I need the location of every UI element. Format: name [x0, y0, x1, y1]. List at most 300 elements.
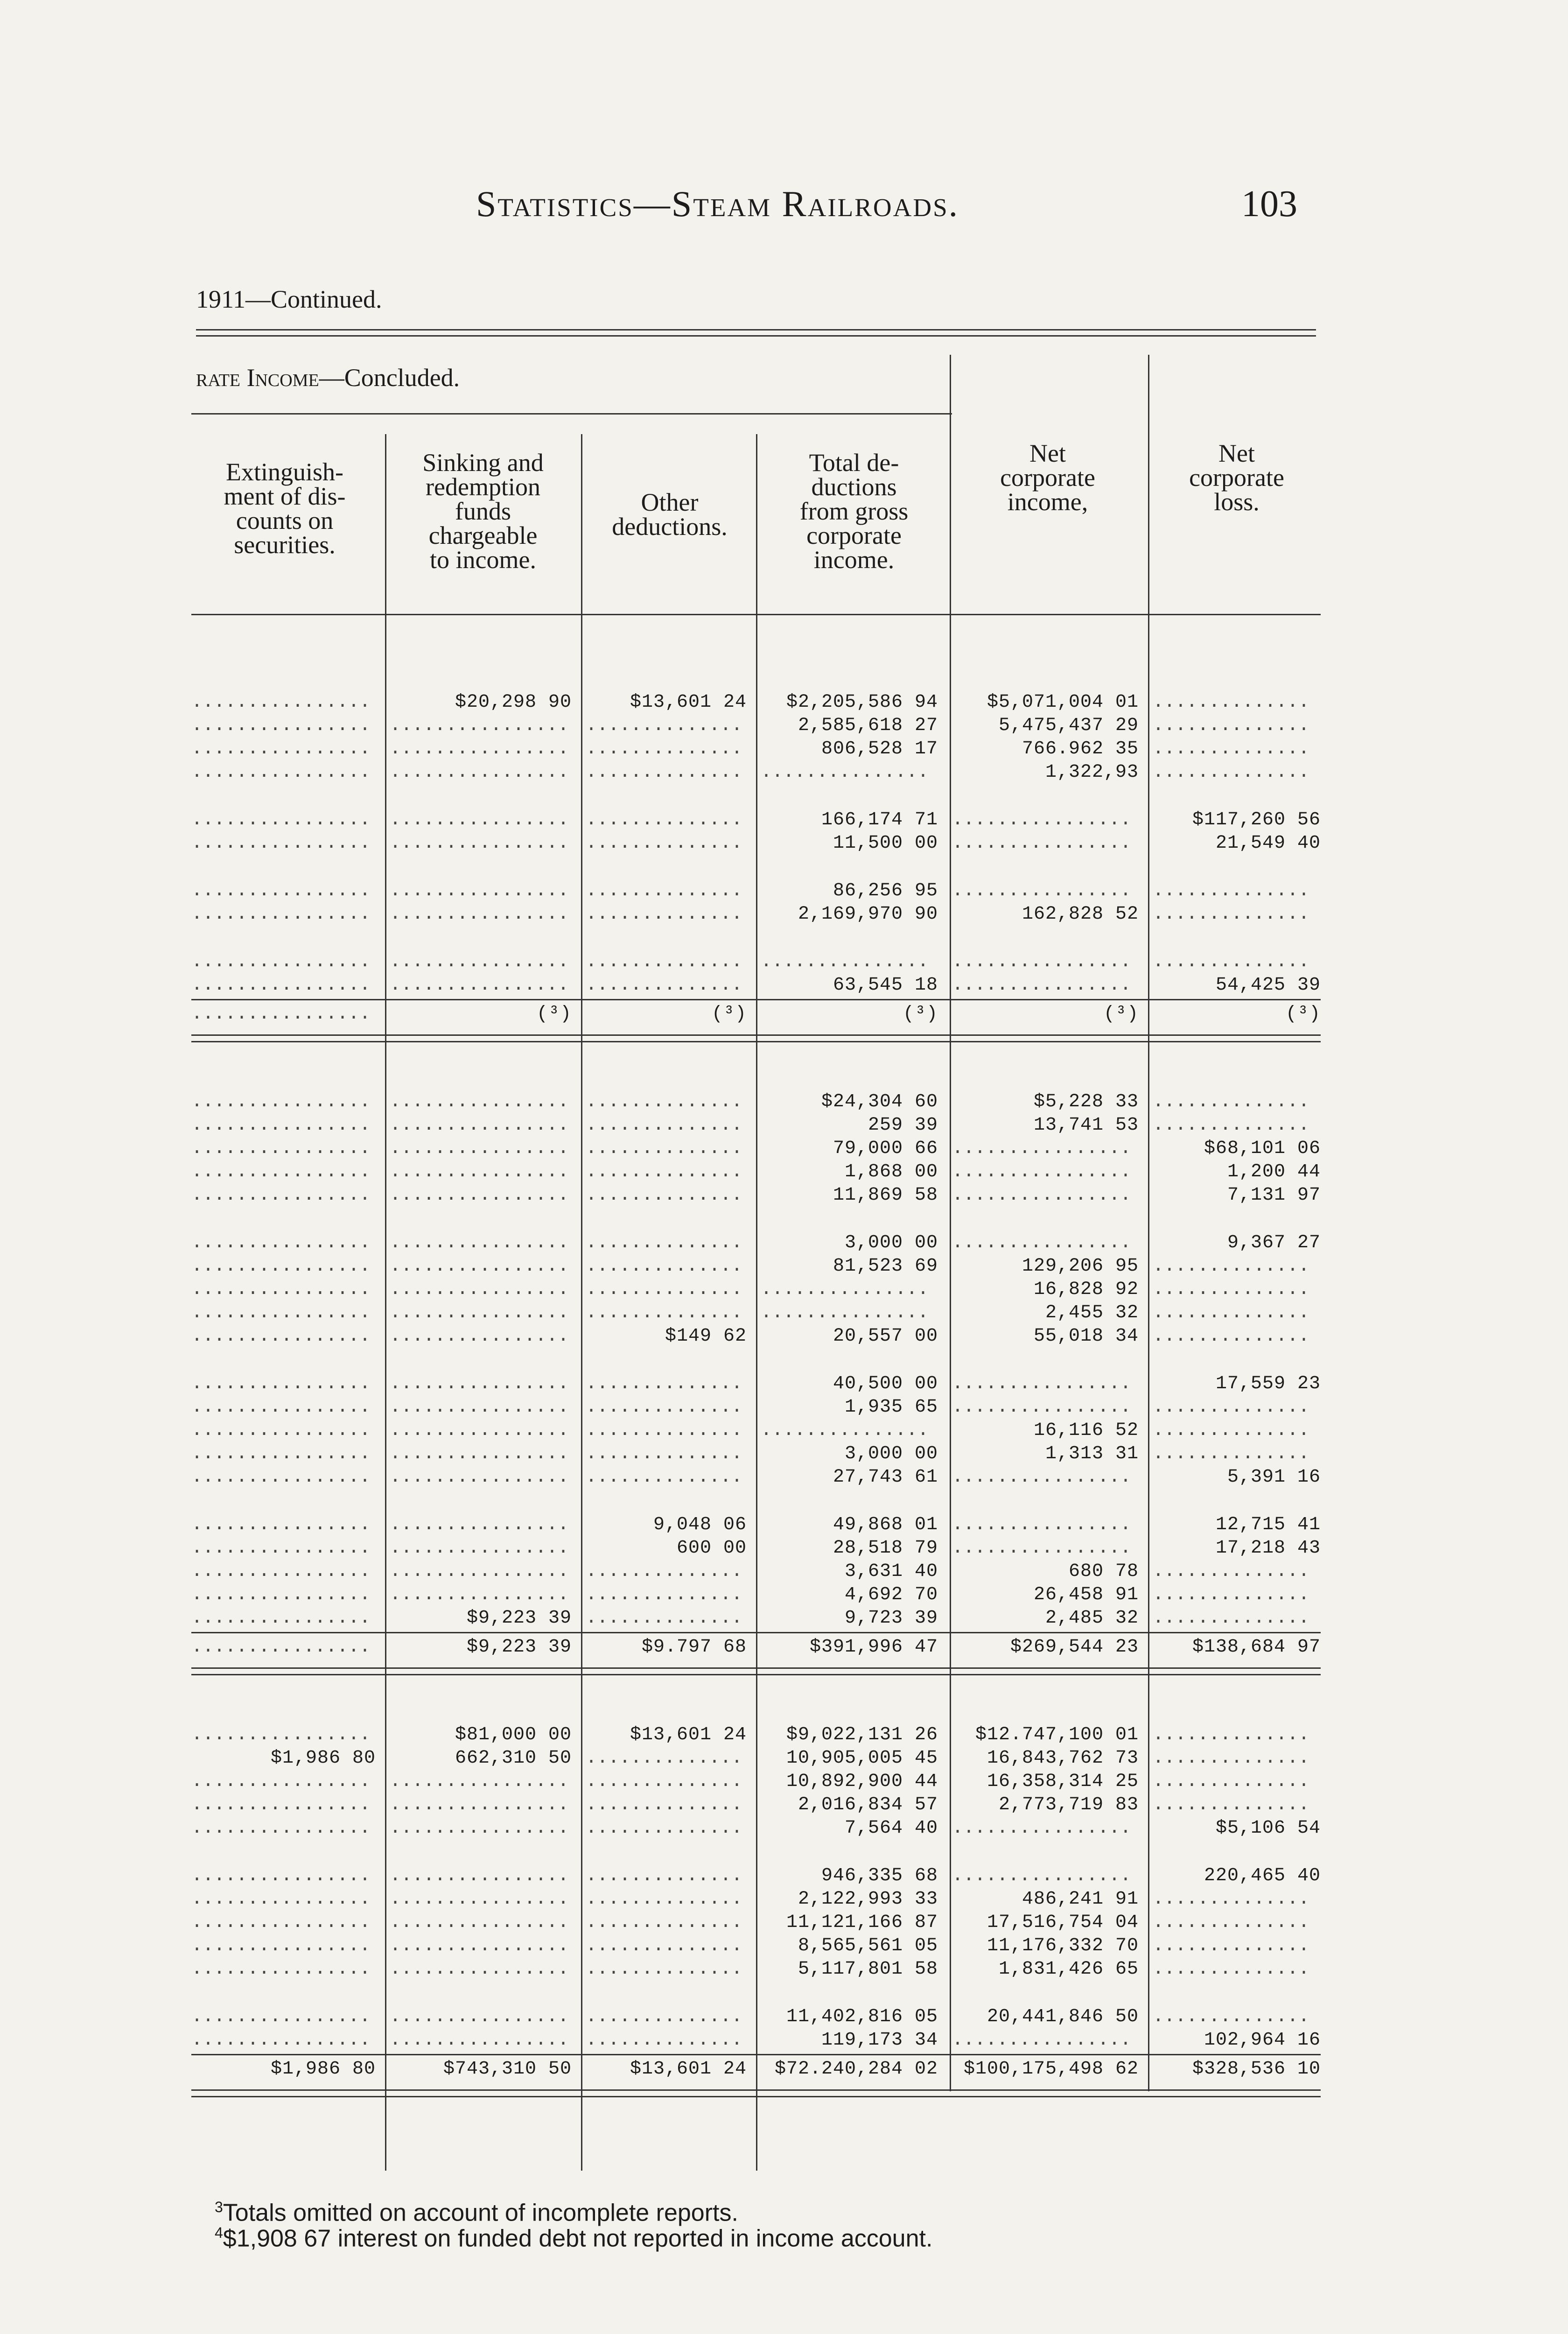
table-cell: $117,260 56 — [1192, 809, 1321, 830]
leader-dots: ................ — [390, 715, 569, 736]
leader-dots: ................ — [390, 1794, 569, 1815]
leader-dots: .............. — [1153, 1279, 1310, 1300]
table-cell: 20,441,846 50 — [987, 2006, 1139, 2027]
leader-dots: .............. — [1153, 1608, 1310, 1629]
leader-dots: .............. — [1153, 692, 1310, 713]
leader-dots: ................ — [191, 1794, 371, 1815]
leader-dots: ................ — [952, 1467, 1132, 1488]
leader-dots: ................ — [390, 1161, 569, 1182]
leader-dots: .............. — [586, 2030, 743, 2051]
table-cell: 119,173 34 — [821, 2030, 938, 2051]
leader-dots: ................ — [191, 1818, 371, 1839]
table-row — [0, 1583, 1568, 1607]
table-cell: 1,200 44 — [1227, 1161, 1321, 1182]
leader-dots: ................ — [191, 809, 371, 830]
leader-dots: ................ — [952, 1397, 1132, 1418]
table-cell: 54,425 39 — [1215, 975, 1321, 996]
leader-dots: ................ — [191, 1161, 371, 1182]
leader-dots: .............. — [586, 1865, 743, 1886]
leader-dots: ................ — [390, 1538, 569, 1559]
leader-dots: ................ — [952, 809, 1132, 830]
table-row — [0, 1372, 1568, 1396]
table-row — [0, 1723, 1568, 1747]
table-cell: 946,335 68 — [821, 1865, 938, 1886]
table-cell: 4,692 70 — [844, 1584, 938, 1605]
group-double-rule-top — [191, 2089, 1321, 2091]
table-cell: 9,367 27 — [1227, 1232, 1321, 1253]
leader-dots: ................ — [952, 880, 1132, 901]
table-cell: 5,475,437 29 — [998, 715, 1139, 736]
leader-dots: ............... — [761, 762, 929, 783]
table-row — [0, 714, 1568, 738]
table-row — [0, 903, 1568, 926]
leader-dots: ................ — [952, 975, 1132, 996]
table-cell: $5,106 54 — [1215, 1818, 1321, 1839]
table-cell: 5,391 16 — [1227, 1467, 1321, 1488]
leader-dots: ................ — [191, 1889, 371, 1910]
leader-dots: .............. — [1153, 1748, 1310, 1769]
table-cell: 63,545 18 — [833, 975, 938, 996]
table-cell: $9,022,131 26 — [786, 1724, 938, 1745]
leader-dots: .............. — [1153, 880, 1310, 901]
table-row — [0, 808, 1568, 832]
leader-dots: .............. — [586, 1397, 743, 1418]
leader-dots: .............. — [586, 1279, 743, 1300]
leader-dots: ................ — [390, 2006, 569, 2027]
table-cell: $24,304 60 — [821, 1091, 938, 1112]
leader-dots: ................ — [952, 2030, 1132, 2051]
leader-dots: .............. — [1153, 1771, 1310, 1792]
leader-dots: ................ — [191, 1935, 371, 1956]
leader-dots: .............. — [1153, 762, 1310, 783]
table-cell: 28,518 79 — [833, 1538, 938, 1559]
leader-dots: .............. — [1153, 715, 1310, 736]
table-row — [0, 1934, 1568, 1958]
leader-dots: ................ — [390, 762, 569, 783]
column-header-c3: Total de- ductions from gross corporate income. — [799, 449, 909, 574]
leader-dots: ................ — [191, 762, 371, 783]
leader-dots: ................ — [191, 1232, 371, 1253]
column-header-c5: Net corporate loss. — [1189, 439, 1284, 516]
group-double-rule-top — [191, 1667, 1321, 1669]
table-cell: 81,523 69 — [833, 1256, 938, 1277]
total-cell: $100,175,498 62 — [963, 2059, 1139, 2080]
table-cell: 2,585,618 27 — [798, 715, 938, 736]
table-cell: 7,564 40 — [844, 1818, 938, 1839]
table-row — [0, 1184, 1568, 1207]
leader-dots: .............. — [586, 904, 743, 925]
leader-dots: .............. — [1153, 1889, 1310, 1910]
table-cell: 17,516,754 04 — [987, 1912, 1139, 1933]
leader-dots: .............. — [586, 1794, 743, 1815]
leader-dots: .............. — [586, 880, 743, 901]
leader-dots: ................ — [191, 1561, 371, 1582]
leader-dots: .............. — [1153, 1561, 1310, 1582]
table-row — [0, 1560, 1568, 1583]
leader-dots: .............. — [1153, 1912, 1310, 1933]
table-cell: 2,455 32 — [1045, 1302, 1139, 1323]
table-row — [0, 2005, 1568, 2029]
leader-dots: ................ — [390, 2030, 569, 2051]
leader-dots: ................ — [390, 1279, 569, 1300]
table-cell: 600 00 — [676, 1538, 747, 1559]
table-cell: 662,310 50 — [455, 1748, 572, 1769]
leader-dots: ................ — [191, 2030, 371, 2051]
table-row — [0, 1090, 1568, 1114]
table-row — [0, 1793, 1568, 1817]
column-header-c0: Extinguish- ment of dis- counts on securities. — [224, 458, 346, 559]
table-row — [0, 879, 1568, 903]
total-cell: $328,536 10 — [1192, 2059, 1321, 2080]
table-cell: 8,565,561 05 — [798, 1935, 938, 1956]
table-cell: $1,986 80 — [270, 1748, 376, 1769]
column-header-c1: Sinking and redemption funds chargeable to income. — [422, 449, 544, 574]
leader-dots: ................ — [191, 692, 371, 713]
total-cell: (³) — [903, 1004, 938, 1025]
total-row — [0, 1636, 1568, 1659]
table-cell: 5,117,801 58 — [798, 1959, 938, 1980]
leader-dots: .............. — [586, 715, 743, 736]
total-cell: (³) — [1285, 1004, 1321, 1025]
table-cell: 2,485 32 — [1045, 1608, 1139, 1629]
leader-dots: ................ — [390, 738, 569, 759]
footnote-2 — [215, 2224, 932, 2252]
leader-dots: .............. — [586, 833, 743, 854]
footnote-2-text: $1,908 67 interest on funded debt not reported in income account. — [223, 2225, 933, 2252]
leader-dots: .............. — [586, 1467, 743, 1488]
table-cell: 17,218 43 — [1215, 1538, 1321, 1559]
leader-dots: ................ — [390, 809, 569, 830]
leader-dots: ................ — [191, 880, 371, 901]
double-rule-top — [196, 329, 1316, 330]
leader-dots: .............. — [1153, 1091, 1310, 1112]
table-cell: 10,892,900 44 — [786, 1771, 938, 1792]
leader-dots: ................ — [952, 1818, 1132, 1839]
table-cell: 11,869 58 — [833, 1185, 938, 1206]
leader-dots: ................ — [191, 1538, 371, 1559]
leader-dots: .............. — [1153, 1302, 1310, 1323]
column-header-c4: Net corporate income, — [1000, 439, 1095, 516]
leader-dots: .............. — [586, 1185, 743, 1206]
group-double-rule-top — [191, 1034, 1321, 1036]
footnote-2-mark: 4 — [215, 2224, 223, 2241]
table-cell: $13,601 24 — [630, 1724, 747, 1745]
total-cell: $9.797 68 — [641, 1637, 747, 1658]
table-row — [0, 1160, 1568, 1184]
table-cell: 16,828 92 — [1033, 1279, 1139, 1300]
leader-dots: ................ — [191, 1397, 371, 1418]
leader-dots: ................ — [191, 1637, 371, 1658]
total-cell: $13,601 24 — [630, 2059, 747, 2080]
leader-dots: ................ — [191, 1279, 371, 1300]
leader-dots: ................ — [390, 951, 569, 972]
table-cell: $20,298 90 — [455, 692, 572, 713]
table-cell: 102,964 16 — [1204, 2030, 1321, 2051]
table-cell: 11,500 00 — [833, 833, 938, 854]
leader-dots: ................ — [390, 1889, 569, 1910]
leader-dots: ................ — [390, 1091, 569, 1112]
leader-dots: ................ — [390, 1935, 569, 1956]
table-cell: 3,000 00 — [844, 1232, 938, 1253]
table-row — [0, 1137, 1568, 1160]
leader-dots: ................ — [390, 1232, 569, 1253]
table-cell: $149 62 — [665, 1326, 747, 1347]
leader-dots: .............. — [1153, 1724, 1310, 1745]
leader-dots: ................ — [390, 1771, 569, 1792]
table-cell: 13,741 53 — [1033, 1115, 1139, 1136]
table-cell: 27,743 61 — [833, 1467, 938, 1488]
leader-dots: .............. — [586, 1771, 743, 1792]
table-row — [0, 1419, 1568, 1442]
leader-dots: ................ — [191, 1420, 371, 1441]
table-cell: 12,715 41 — [1215, 1514, 1321, 1535]
leader-dots: ................ — [191, 833, 371, 854]
leader-dots: ................ — [390, 1561, 569, 1582]
total-row — [0, 2058, 1568, 2081]
table-cell: $5,071,004 01 — [987, 692, 1139, 713]
leader-dots: ............... — [761, 1279, 929, 1300]
total-row — [0, 1003, 1568, 1026]
total-cell: $1,986 80 — [270, 2059, 376, 2080]
table-cell: 220,465 40 — [1204, 1865, 1321, 1886]
leader-dots: ................ — [390, 1865, 569, 1886]
table-row — [0, 1396, 1568, 1419]
table-cell: 3,000 00 — [844, 1443, 938, 1464]
leader-dots: .............. — [586, 762, 743, 783]
leader-dots: ................ — [390, 1373, 569, 1394]
leader-dots: .............. — [1153, 1256, 1310, 1277]
table-cell: 806,528 17 — [821, 738, 938, 759]
leader-dots: .............. — [1153, 904, 1310, 925]
table-cell: 680 78 — [1068, 1561, 1139, 1582]
table-cell: 11,402,816 05 — [786, 2006, 938, 2027]
footnote-1-text: Totals omitted on account of incomplete reports. — [223, 2199, 738, 2227]
table-cell: 2,773,719 83 — [998, 1794, 1139, 1815]
table-cell: $5,228 33 — [1033, 1091, 1139, 1112]
leader-dots: ................ — [390, 1443, 569, 1464]
total-cell: $138,684 97 — [1192, 1637, 1321, 1658]
leader-dots: ................ — [191, 1091, 371, 1112]
total-cell: (³) — [711, 1004, 747, 1025]
section-heading — [196, 363, 460, 392]
leader-dots: ................ — [390, 1138, 569, 1159]
leader-dots: ................ — [191, 1326, 371, 1347]
subtotal-rule — [191, 999, 1321, 1000]
leader-dots: ................ — [191, 1443, 371, 1464]
table-cell: 86,256 95 — [833, 880, 938, 901]
section-heading-smallcaps: rate Income — [196, 364, 319, 392]
table-cell: 11,121,166 87 — [786, 1912, 938, 1933]
page-number: 103 — [1241, 183, 1297, 225]
table-cell: 40,500 00 — [833, 1373, 938, 1394]
leader-dots: .............. — [586, 1232, 743, 1253]
table-cell: 259 39 — [868, 1115, 938, 1136]
table-row — [0, 1466, 1568, 1489]
leader-dots: .............. — [1153, 1115, 1310, 1136]
subtotal-rule — [191, 1632, 1321, 1633]
leader-dots: ................ — [952, 1185, 1132, 1206]
leader-dots: .............. — [586, 1959, 743, 1980]
leader-dots: .............. — [586, 2006, 743, 2027]
table-row — [0, 1864, 1568, 1888]
leader-dots: .............. — [1153, 1397, 1310, 1418]
group-double-rule-bottom — [191, 1674, 1321, 1675]
leader-dots: ............... — [761, 1302, 929, 1323]
leader-dots: ................ — [952, 1232, 1132, 1253]
table-cell: $68,101 06 — [1204, 1138, 1321, 1159]
table-row — [0, 1513, 1568, 1537]
leader-dots: ................ — [191, 1467, 371, 1488]
leader-dots: ................ — [390, 1397, 569, 1418]
table-cell: 9,723 39 — [844, 1608, 938, 1629]
leader-dots: ............... — [761, 951, 929, 972]
leader-dots: ................ — [191, 1584, 371, 1605]
double-rule-bottom — [196, 335, 1316, 337]
leader-dots: ................ — [191, 1185, 371, 1206]
leader-dots: ................ — [191, 1912, 371, 1933]
table-row — [0, 1770, 1568, 1793]
leader-dots: .............. — [1153, 1935, 1310, 1956]
leader-dots: ................ — [952, 833, 1132, 854]
leader-dots: ................ — [952, 1138, 1132, 1159]
table-cell: 7,131 97 — [1227, 1185, 1321, 1206]
leader-dots: ................ — [390, 1115, 569, 1136]
table-cell: 1,313 31 — [1045, 1443, 1139, 1464]
leader-dots: ................ — [952, 951, 1132, 972]
leader-dots: .............. — [1153, 1326, 1310, 1347]
table-cell: 16,116 52 — [1033, 1420, 1139, 1441]
subtotal-rule — [191, 2054, 1321, 2055]
table-subtitle: 1911—Continued. — [196, 285, 382, 313]
leader-dots: ................ — [390, 1256, 569, 1277]
leader-dots: ................ — [191, 1724, 371, 1745]
leader-dots: ................ — [952, 1514, 1132, 1535]
table-cell: 17,559 23 — [1215, 1373, 1321, 1394]
table-cell: $9,223 39 — [466, 1608, 572, 1629]
table-cell: 129,206 95 — [1022, 1256, 1139, 1277]
leader-dots: .............. — [586, 1584, 743, 1605]
section-heading-rest: —Concluded. — [319, 364, 460, 392]
table-row — [0, 832, 1568, 855]
table-cell: 3,631 40 — [844, 1561, 938, 1582]
leader-dots: .............. — [586, 951, 743, 972]
table-row — [0, 761, 1568, 784]
leader-dots: .............. — [1153, 738, 1310, 759]
leader-dots: .............. — [586, 1115, 743, 1136]
table-cell: 766.962 35 — [1022, 738, 1139, 759]
leader-dots: .............. — [586, 1818, 743, 1839]
total-cell: (³) — [536, 1004, 572, 1025]
leader-dots: ................ — [191, 1608, 371, 1629]
table-row — [0, 1607, 1568, 1630]
leader-dots: .............. — [586, 1161, 743, 1182]
table-cell: 55,018 34 — [1033, 1326, 1139, 1347]
table-row — [0, 974, 1568, 997]
leader-dots: .............. — [586, 809, 743, 830]
leader-dots: .............. — [586, 1935, 743, 1956]
table-row — [0, 1888, 1568, 1911]
leader-dots: ................ — [191, 1959, 371, 1980]
table-row — [0, 1537, 1568, 1560]
table-row — [0, 1114, 1568, 1137]
leader-dots: .............. — [586, 1748, 743, 1769]
table-cell: 486,241 91 — [1022, 1889, 1139, 1910]
table-cell: 2,016,834 57 — [798, 1794, 938, 1815]
leader-dots: ................ — [191, 1514, 371, 1535]
total-cell: $743,310 50 — [443, 2059, 572, 2080]
table-cell: 162,828 52 — [1022, 904, 1139, 925]
leader-dots: .............. — [586, 1443, 743, 1464]
table-cell: 1,322,93 — [1045, 762, 1139, 783]
table-row — [0, 950, 1568, 974]
total-cell: $72.240,284 02 — [774, 2059, 938, 2080]
table-cell: 11,176,332 70 — [987, 1935, 1139, 1956]
leader-dots: .............. — [1153, 1420, 1310, 1441]
leader-dots: .............. — [586, 1256, 743, 1277]
table-cell: 49,868 01 — [833, 1514, 938, 1535]
leader-dots: ................ — [390, 1185, 569, 1206]
leader-dots: ................ — [390, 904, 569, 925]
leader-dots: .............. — [586, 1138, 743, 1159]
table-cell: 21,549 40 — [1215, 833, 1321, 854]
table-cell: 2,122,993 33 — [798, 1889, 938, 1910]
footnote-1-mark: 3 — [215, 2199, 223, 2215]
leader-dots: ................ — [952, 1538, 1132, 1559]
section-underline — [191, 413, 952, 415]
leader-dots: .............. — [1153, 1584, 1310, 1605]
table-cell: 2,169,970 90 — [798, 904, 938, 925]
table-row — [0, 2029, 1568, 2052]
leader-dots: .............. — [1153, 1959, 1310, 1980]
leader-dots: .............. — [586, 1561, 743, 1582]
table-cell: $81,000 00 — [455, 1724, 572, 1745]
leader-dots: ................ — [390, 833, 569, 854]
table-row — [0, 1958, 1568, 1981]
leader-dots: ................ — [191, 1256, 371, 1277]
group-double-rule-bottom — [191, 2096, 1321, 2097]
leader-dots: ................ — [390, 1912, 569, 1933]
table-row — [0, 1231, 1568, 1255]
table-cell: 1,868 00 — [844, 1161, 938, 1182]
table-cell: 26,458 91 — [1033, 1584, 1139, 1605]
leader-dots: ................ — [390, 1302, 569, 1323]
leader-dots: ................ — [191, 1004, 371, 1025]
table-row — [0, 1325, 1568, 1348]
table-cell: $2,205,586 94 — [786, 692, 938, 713]
leader-dots: ................ — [191, 1138, 371, 1159]
table-cell: 20,557 00 — [833, 1326, 938, 1347]
leader-dots: ................ — [191, 2006, 371, 2027]
leader-dots: ................ — [952, 1161, 1132, 1182]
leader-dots: .............. — [1153, 1443, 1310, 1464]
table-cell: 166,174 71 — [821, 809, 938, 830]
table-row — [0, 1911, 1568, 1934]
table-row — [0, 1747, 1568, 1770]
table-row — [0, 1442, 1568, 1466]
column-header-c2: Other deductions. — [612, 488, 728, 541]
leader-dots: .............. — [586, 1889, 743, 1910]
leader-dots: ................ — [390, 1514, 569, 1535]
leader-dots: ................ — [191, 1771, 371, 1792]
leader-dots: ................ — [191, 1865, 371, 1886]
leader-dots: .............. — [586, 738, 743, 759]
table-row — [0, 1817, 1568, 1840]
leader-dots: ................ — [191, 904, 371, 925]
total-cell: $269,544 23 — [1010, 1637, 1139, 1658]
leader-dots: ................ — [952, 1373, 1132, 1394]
table-cell: 1,831,426 65 — [998, 1959, 1139, 1980]
leader-dots: ................ — [191, 1115, 371, 1136]
